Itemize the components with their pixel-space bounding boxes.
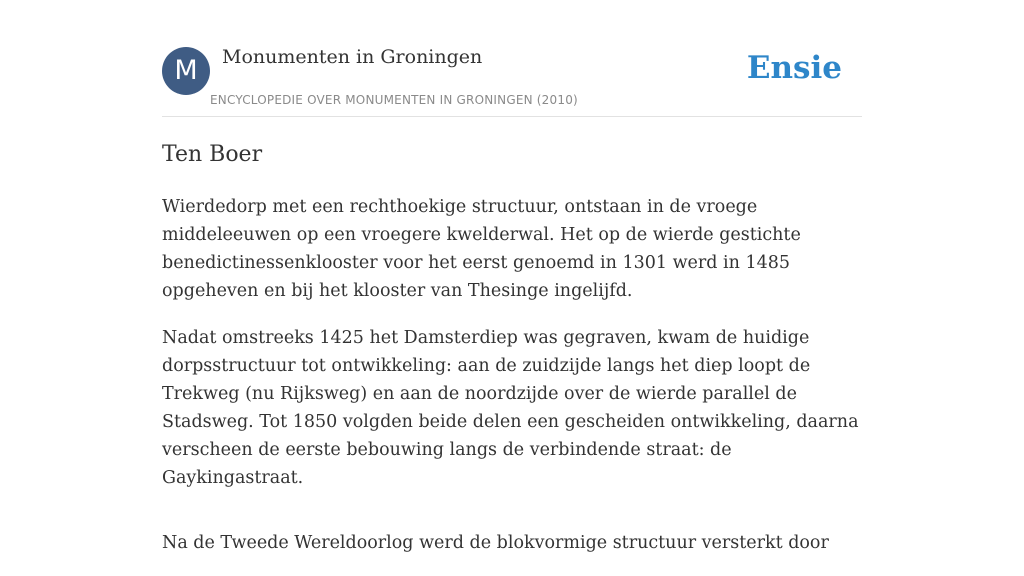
source-title[interactable]: Monumenten in Groningen [222, 46, 483, 68]
article-paragraph: Wierdedorp met een rechthoekige structuur, ontstaan in de vroege middeleeuwen op een vroegere kwelderwal. Het op de wierde gestichte benedictinessenklooster voor het eerst genoemd in 1301 werd in 1485 opgeheven en bij het klooster van Thesinge ingelijfd. [162, 197, 801, 301]
article [162, 139, 864, 576]
avatar[interactable]: M [162, 47, 210, 95]
brand-logo-link[interactable]: Ensie [746, 50, 842, 86]
source-subtitle: ENCYCLOPEDIE OVER MONUMENTEN IN GRONINGEN (2010) [210, 93, 578, 107]
article-paragraph: Na de Tweede Wereldoorlog werd de blokvormige structuur versterkt door [162, 533, 829, 553]
article-title: Ten Boer [162, 142, 263, 167]
article-paragraph: Nadat omstreeks 1425 het Damsterdiep was gegraven, kwam de huidige dorpsstructuur tot ontwikkeling: aan de zuidzijde langs het diep loopt de Trekweg (nu Rijksweg) en aan de noordzijde over de wierde parallel de Stadsweg. Tot 1850 volgden beide delen een gescheiden ontwikkeling, daarna verscheen de eerste bebouwing langs de verbindende straat: de Gaykingastraat. [162, 328, 859, 488]
source-header [162, 40, 862, 117]
